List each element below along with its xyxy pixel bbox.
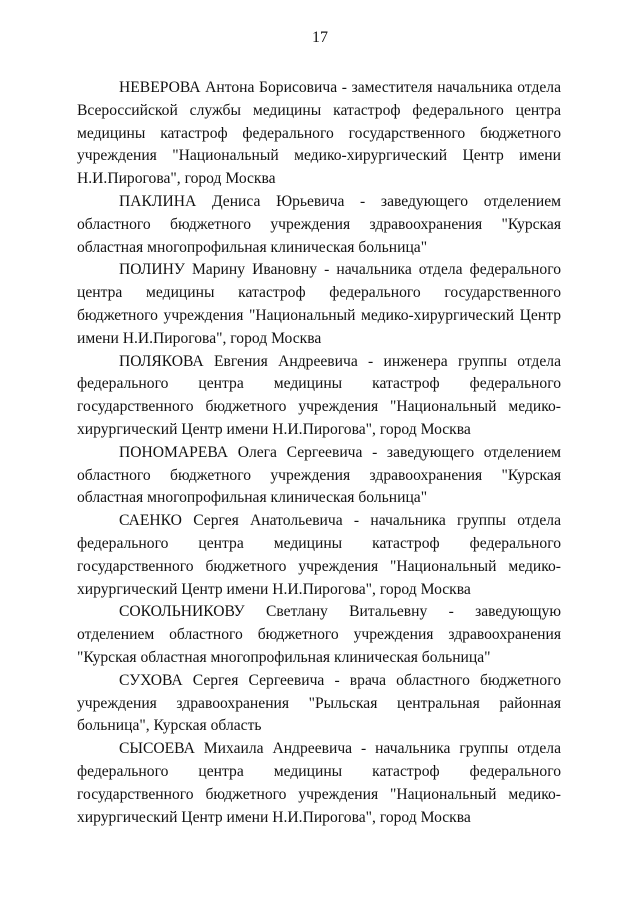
list-item: ПОЛИНУ Марину Ивановну - начальника отдела федерального центра медицины катастроф федерального государственного бюджетного учреждения "Национальный медико-хирургический Центр имени Н.И.Пирогова", город Москва [77, 261, 561, 347]
page-number: 17 [312, 29, 328, 46]
list-item: ПАКЛИНА Дениса Юрьевича - заведующего отделением областного бюджетного учреждения здравоохранения "Курская областная многопрофильная клиническая больница" [77, 192, 561, 256]
list-item: СУХОВА Сергея Сергеевича - врача областного бюджетного учреждения здравоохранения "Рыльская центральная районная больница", Курская область [77, 671, 561, 735]
list-item: ПОНОМАРЕВА Олега Сергеевича - заведующего отделением областного бюджетного учреждения здравоохранения "Курская областная многопрофильная клиническая больница" [77, 443, 561, 507]
list-item: ПОЛЯКОВА Евгения Андреевича - инженера группы отдела федерального центра медицины катастроф федерального государственного бюджетного учреждения "Национальный медико-хирургический Центр имени Н.И.Пирогова", город Москва [77, 352, 561, 438]
list-item: НЕВЕРОВА Антона Борисовича - заместителя начальника отдела Всероссийской службы медицины катастроф федерального центра медицины катастроф федерального государственного бюджетного учреждения "Национальный медико-хирургический Центр имени Н.И.Пирогова", город Москва [77, 79, 561, 188]
award-list [77, 77, 561, 829]
list-item: СОКОЛЬНИКОВУ Светлану Витальевну - заведующую отделением областного бюджетного учреждения здравоохранения "Курская областная многопрофильная клиническая больница" [77, 603, 561, 666]
list-item: САЕНКО Сергея Анатольевича - начальника группы отдела федерального центра медицины катастроф федерального государственного бюджетного учреждения "Национальный медико-хирургический Центр имени Н.И.Пирогова", город Москва [77, 512, 561, 598]
list-item: СЫСОЕВА Михаила Андреевича - начальника группы отдела федерального центра медицины катастроф федерального государственного бюджетного учреждения "Национальный медико-хирургический Центр имени Н.И.Пирогова", город Москва [77, 740, 561, 826]
